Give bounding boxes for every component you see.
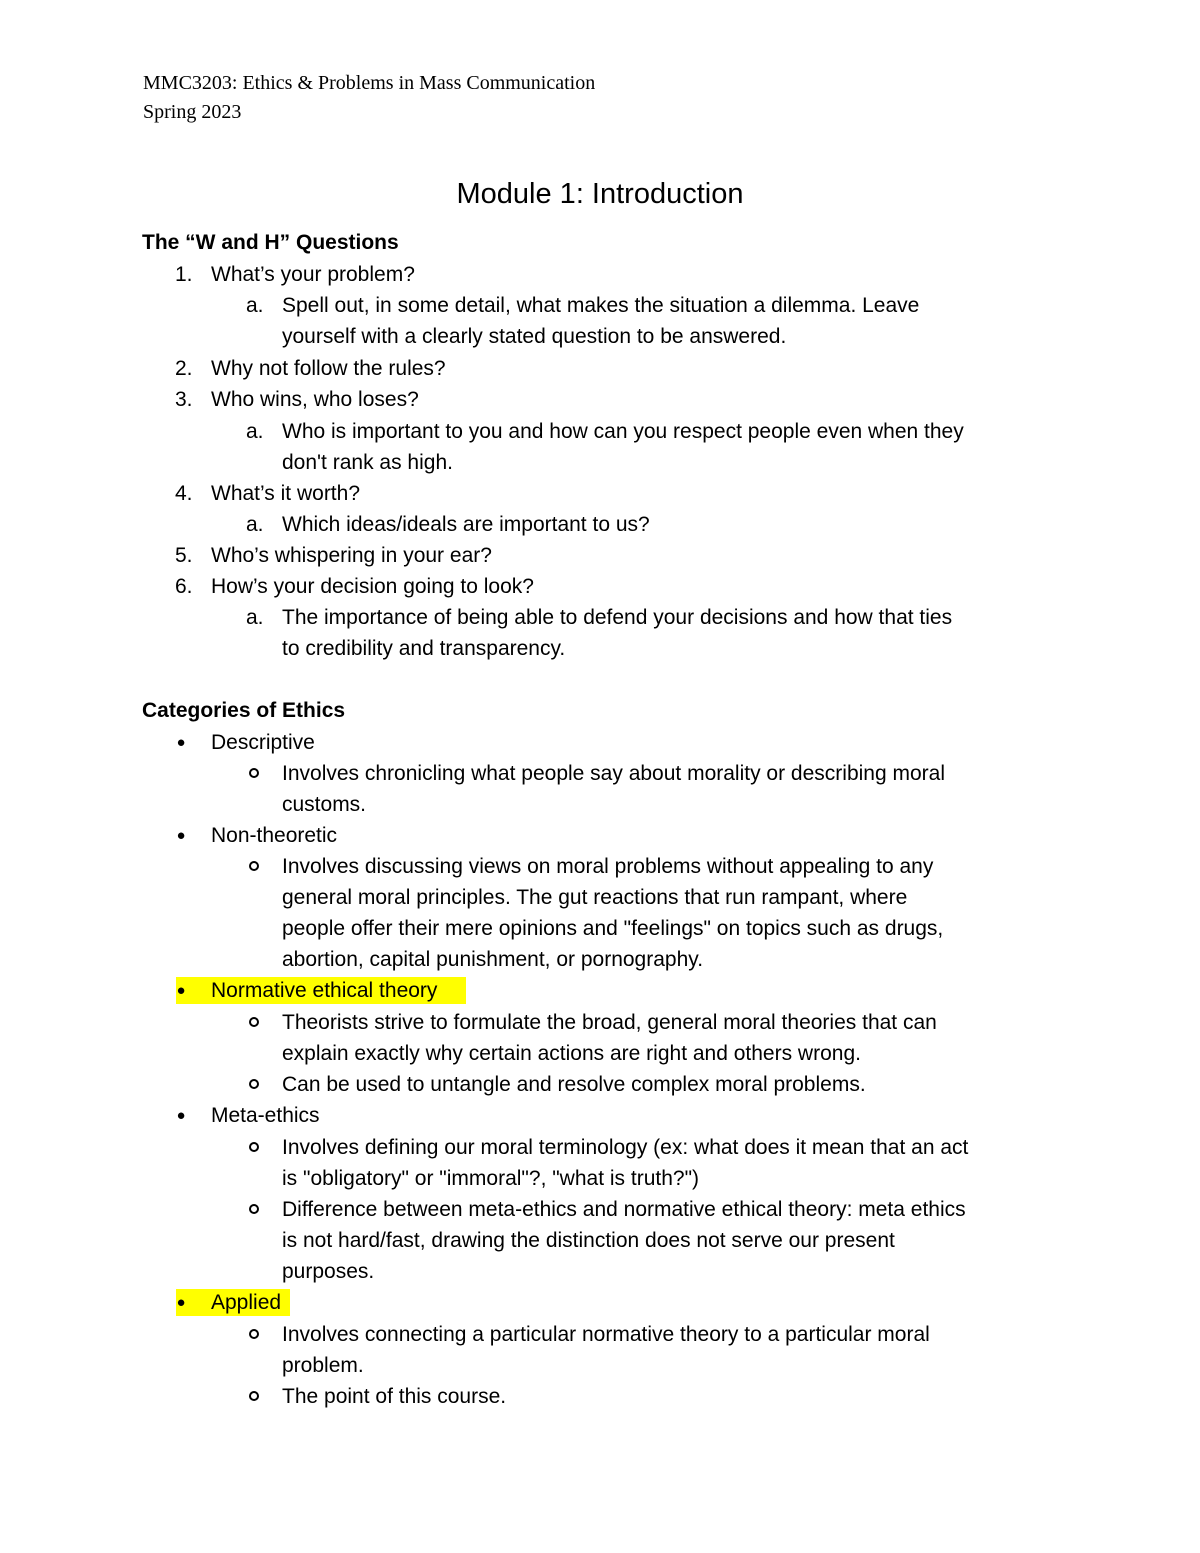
metaethics-sub-1-line-2: is "obligatory" or "immoral"?, "what is truth?") bbox=[282, 1167, 700, 1190]
course-term: Spring 2023 bbox=[143, 101, 242, 123]
list-letter: a. bbox=[246, 606, 264, 629]
list-number: 5. bbox=[175, 544, 193, 567]
question-1a-line-1: Spell out, in some detail, what makes the situation a dilemma. Leave bbox=[282, 294, 920, 317]
category-descriptive: Descriptive bbox=[211, 731, 315, 754]
category-meta-ethics: Meta-ethics bbox=[211, 1104, 320, 1127]
question-4a-line-1: Which ideas/ideals are important to us? bbox=[282, 513, 650, 536]
nontheoretic-sub-1-line-1: Involves discussing views on moral problems without appealing to any bbox=[282, 855, 934, 878]
nontheoretic-sub-1-line-3: people offer their mere opinions and "feelings" on topics such as drugs, bbox=[282, 917, 944, 940]
question-1: What’s your problem? bbox=[211, 263, 415, 286]
normative-sub-2-line-1: Can be used to untangle and resolve complex moral problems. bbox=[282, 1073, 866, 1096]
list-letter: a. bbox=[246, 294, 264, 317]
applied-sub-2-line-1: The point of this course. bbox=[282, 1385, 507, 1408]
metaethics-sub-1-line-1: Involves defining our moral terminology (ex: what does it mean that an act bbox=[282, 1136, 969, 1159]
list-letter: a. bbox=[246, 513, 264, 536]
list-number: 3. bbox=[175, 388, 193, 411]
question-3: Who wins, who loses? bbox=[211, 388, 419, 411]
category-non-theoretic: Non-theoretic bbox=[211, 824, 338, 847]
applied-sub-1-line-1: Involves connecting a particular normative theory to a particular moral bbox=[282, 1323, 930, 1346]
normative-sub-1-line-2: explain exactly why certain actions are right and others wrong. bbox=[282, 1042, 861, 1065]
list-number: 2. bbox=[175, 357, 193, 380]
circle-bullet-icon bbox=[249, 1204, 259, 1214]
page-title: Module 1: Introduction bbox=[456, 178, 744, 210]
list-letter: a. bbox=[246, 420, 264, 443]
question-3a-line-2: don't rank as high. bbox=[282, 451, 453, 474]
categories-heading: Categories of Ethics bbox=[142, 699, 346, 722]
circle-bullet-icon bbox=[249, 1391, 259, 1401]
applied-sub-1-line-2: problem. bbox=[282, 1354, 364, 1377]
circle-bullet-icon bbox=[249, 861, 259, 871]
category-applied: Applied bbox=[211, 1291, 282, 1314]
nontheoretic-sub-1-line-4: abortion, capital punishment, or pornography. bbox=[282, 948, 704, 971]
bullet-icon: ● bbox=[176, 1107, 186, 1124]
list-number: 1. bbox=[175, 263, 193, 286]
question-4: What’s it worth? bbox=[211, 482, 360, 505]
normative-sub-1-line-1: Theorists strive to formulate the broad, general moral theories that can bbox=[282, 1011, 937, 1034]
question-3a-line-1: Who is important to you and how can you respect people even when they bbox=[282, 420, 964, 443]
question-1a-line-2: yourself with a clearly stated question to be answered. bbox=[282, 325, 787, 348]
nontheoretic-sub-1-line-2: general moral principles. The gut reactions that run rampant, where bbox=[282, 886, 908, 909]
question-6: How’s your decision going to look? bbox=[211, 575, 534, 598]
bullet-icon: ● bbox=[176, 982, 186, 999]
circle-bullet-icon bbox=[249, 1142, 259, 1152]
circle-bullet-icon bbox=[249, 768, 259, 778]
course-title: MMC3203: Ethics & Problems in Mass Communication bbox=[143, 72, 596, 94]
metaethics-sub-2-line-2: is not hard/fast, drawing the distinction does not serve our present bbox=[282, 1229, 895, 1252]
circle-bullet-icon bbox=[249, 1017, 259, 1027]
descriptive-sub-1-line-1: Involves chronicling what people say about morality or describing moral bbox=[282, 762, 945, 785]
metaethics-sub-2-line-1: Difference between meta-ethics and normative ethical theory: meta ethics bbox=[282, 1198, 966, 1221]
category-normative-ethical-theory: Normative ethical theory bbox=[211, 979, 438, 1002]
wh-questions-heading: The “W and H” Questions bbox=[142, 231, 399, 254]
bullet-icon: ● bbox=[176, 1294, 186, 1311]
question-6a-line-2: to credibility and transparency. bbox=[282, 637, 566, 660]
bullet-icon: ● bbox=[176, 827, 186, 844]
descriptive-sub-1-line-2: customs. bbox=[282, 793, 367, 816]
circle-bullet-icon bbox=[249, 1079, 259, 1089]
question-2: Why not follow the rules? bbox=[211, 357, 446, 380]
list-number: 4. bbox=[175, 482, 193, 505]
metaethics-sub-2-line-3: purposes. bbox=[282, 1260, 375, 1283]
list-number: 6. bbox=[175, 575, 193, 598]
bullet-icon: ● bbox=[176, 734, 186, 751]
circle-bullet-icon bbox=[249, 1329, 259, 1339]
question-6a-line-1: The importance of being able to defend your decisions and how that ties bbox=[282, 606, 953, 629]
question-5: Who’s whispering in your ear? bbox=[211, 544, 492, 567]
